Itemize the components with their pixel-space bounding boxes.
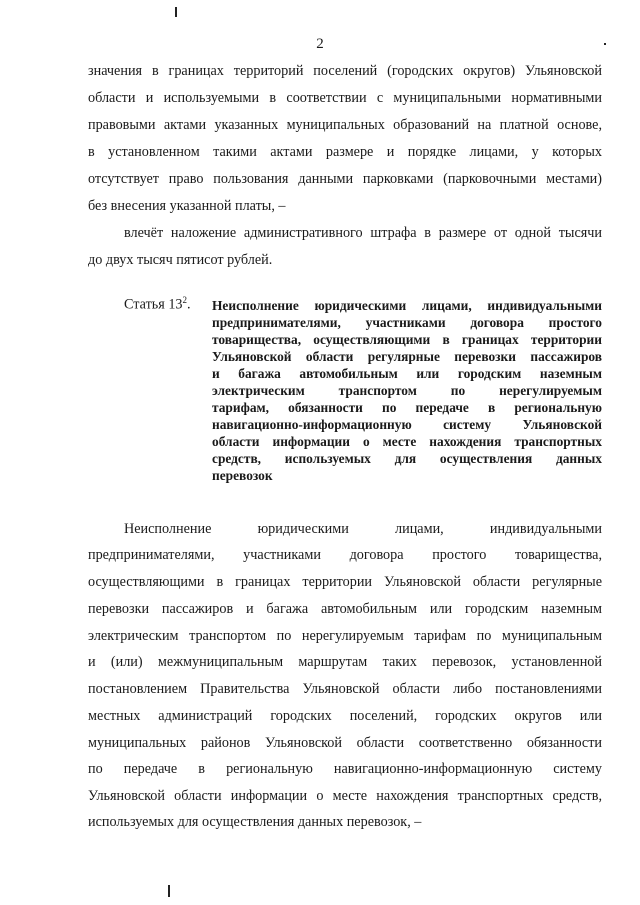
text-line: области и используемыми в соответствии с муниципальными нормативными xyxy=(88,90,602,106)
text-line: до двух тысяч пятисот рублей. xyxy=(88,252,273,268)
heading-line: навигационно-информационную систему Ульяновской xyxy=(212,417,602,432)
text-line: местных администраций городских поселений, городских округов или xyxy=(88,708,602,724)
scan-mark-bottom xyxy=(168,885,170,897)
heading-line: и багажа автомобильным или городским наземным xyxy=(212,366,602,381)
text-line: по передаче в региональную навигационно-информационную систему xyxy=(88,761,602,777)
text-line: предпринимателями, участниками договора простого товарищества, xyxy=(88,547,602,563)
page-number: 2 xyxy=(316,36,324,52)
text-line: перевозки пассажиров и багажа автомобильным или городским наземным xyxy=(88,601,602,617)
heading-line: Неисполнение юридическими лицами, индивидуальными xyxy=(212,298,602,313)
text-line: в установленном такими актами размере и порядке лицами, у которых xyxy=(88,144,602,160)
text-line: правовыми актами указанных муниципальных образований на платной основе, xyxy=(88,117,602,133)
heading-line: предпринимателями, участниками договора простого xyxy=(212,315,602,330)
heading-line: электрическим транспортом по нерегулируемым xyxy=(212,383,602,398)
heading-line: области информации о месте нахождения транспортных xyxy=(212,434,602,449)
text-line: Ульяновской области информации о месте нахождения транспортных средств, xyxy=(88,788,602,804)
heading-line: тарифам, обязанности по передаче в региональную xyxy=(212,400,602,415)
text-line: влечёт наложение административного штрафа в размере от одной тысячи xyxy=(124,225,602,241)
text-line: осуществляющими в границах территории Ульяновской области регулярные xyxy=(88,574,602,590)
text-line: значения в границах территорий поселений (городских округов) Ульяновской xyxy=(88,63,602,79)
text-line: используемых для осуществления данных перевозок, – xyxy=(88,814,422,830)
text-line: Неисполнение юридическими лицами, индивидуальными xyxy=(124,521,602,537)
article-label: Статья $13^2$. xyxy=(124,295,191,313)
text-line: муниципальных районов Ульяновской области соответственно обязанности xyxy=(88,735,602,751)
heading-line: Ульяновской области регулярные перевозки пассажиров xyxy=(212,349,602,364)
heading-line: перевозок xyxy=(212,468,273,483)
heading-line: товарищества, осуществляющими в границах территории xyxy=(212,332,602,347)
text-line: без внесения указанной платы, – xyxy=(88,198,286,214)
text-line: постановлением Правительства Ульяновской области либо постановлениями xyxy=(88,681,602,697)
text-line: электрическим транспортом по нерегулируемым тарифам по муниципальным xyxy=(88,628,602,644)
heading-line: средств, используемых для осуществления данных xyxy=(212,451,602,466)
article-superscript: 2 xyxy=(182,295,188,305)
scan-mark-top xyxy=(175,7,177,17)
text-line: отсутствует право пользования данными парковками (парковочными местами) xyxy=(88,171,602,187)
text-line: и (или) межмуниципальным маршрутам таких перевозок, установленной xyxy=(88,654,602,670)
